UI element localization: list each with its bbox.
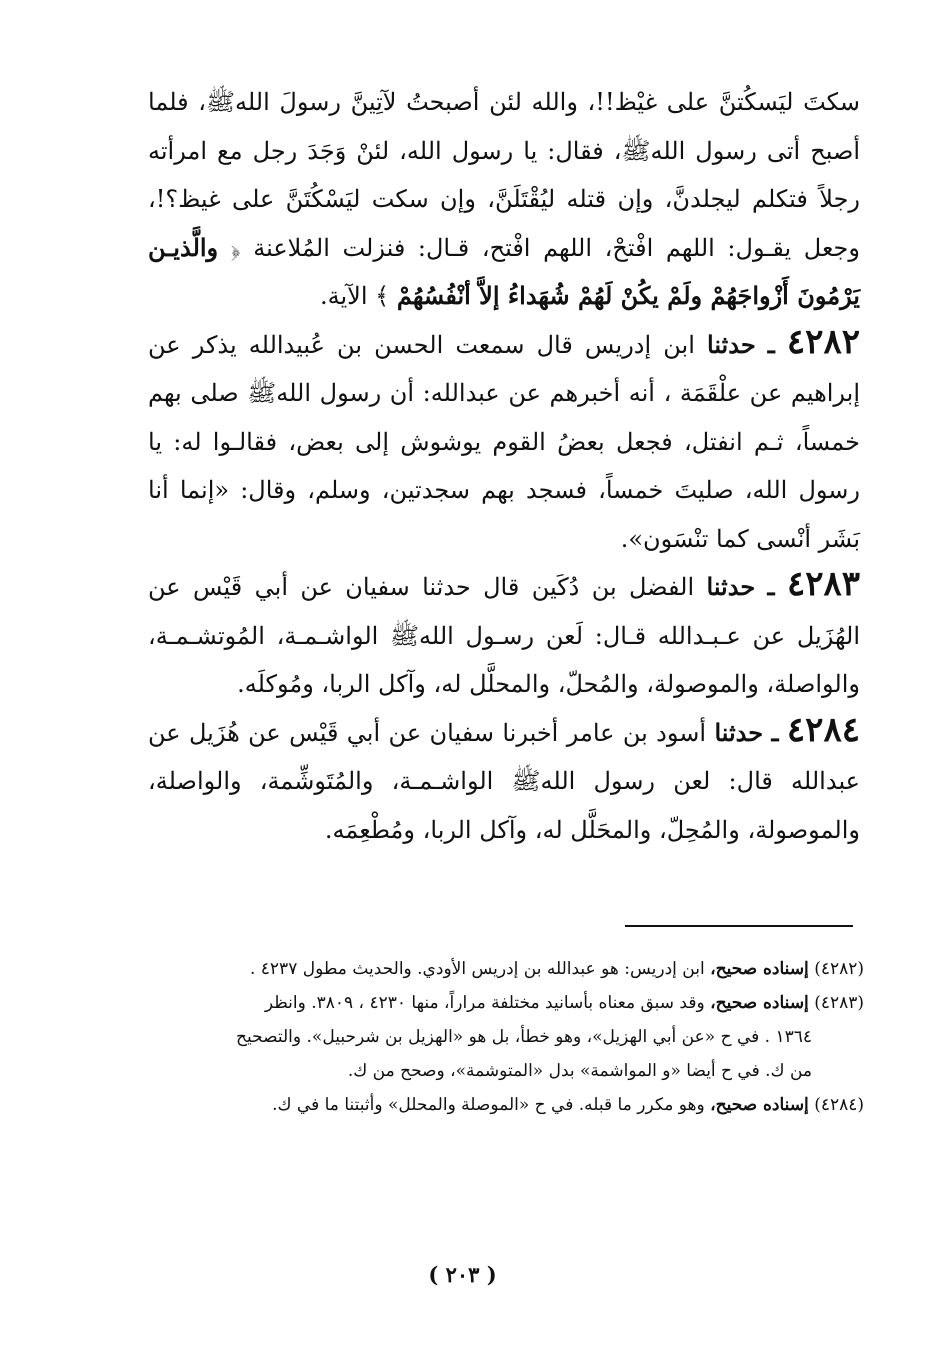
footnote-text: وهو مكرر ما قبله. في ح «الموصلة والمحلل» وأثبتنا ما في ك. xyxy=(272,1095,705,1115)
hadith-number: ٤٢٨٢ xyxy=(786,321,860,362)
hadith-text: الفضل بن دُكَين قال حدثنا سفيان عن أبي قَيْس عن الهُزَيل عن عـبـدالله قـال: لَعن رسـول اللهﷺ الواشـمـة، المُوتشـمـة، والواصلة، والموصولة، والمُحلّ، والمحلَّل له، وآكل الربا، ومُوكلَه. xyxy=(148,573,860,698)
footnote-continuation xyxy=(148,1055,864,1087)
footnote-continuation-text: من ك. في ح أيضا «و المواشمة» بدل «المتوشمة»، وصحح من ك. xyxy=(347,1061,812,1081)
footnote-number: (٤٢٨٢) xyxy=(814,959,864,979)
footnote-number: (٤٢٨٣) xyxy=(814,993,864,1013)
verse-suffix: الآية. xyxy=(320,282,376,310)
hadith-dash: ـ xyxy=(767,572,775,601)
footnote-continuation xyxy=(148,1021,864,1053)
hadith-paragraph xyxy=(148,563,860,709)
hadith-dash: ـ xyxy=(767,329,775,359)
quran-verse: والَّذيـن يَرْمُونَ أَزْواجَهُمْ ولَمْ يكُنْ لَهُمْ شُهَداءُ إلاَّ أنْفُسُهُمْ xyxy=(148,232,860,310)
hadith-number: ٤٢٨٣ xyxy=(786,564,860,604)
page-number: ( ٢٠٣ ) xyxy=(428,1262,497,1287)
footnote xyxy=(148,1089,864,1121)
hadith-opening: حدثنا xyxy=(707,329,756,359)
main-text-block xyxy=(148,78,860,854)
continuation-paragraph xyxy=(148,78,860,321)
continuation-text: سكتَ ليَسكُتنَّ على غيْظ!!، والله لئن أصبحتُ لآتِينَّ رسولَ اللهﷺ، فلما أصبح أتى رسول اللهﷺ، فقال: يا رسول الله، لئنْ وَجَدَ رجل مع امرأته رجلاً فتكلم ليجلدنَّ، وإن قتله ليُقْتَلَنَّ، وإن سكت ليَسْكُتَنَّ على غيظ؟!، وجعل يقـول: اللهم افْتحْ، اللهم افْتح، قـال: فنزلت المُلاعنة xyxy=(148,88,860,262)
footnote-continuation-text: ١٣٦٤ . في ح «عن أبي الهزيل»، وهو خطأ، بل هو «الهزيل بن شرحبيل». والتصحيح xyxy=(236,1027,812,1047)
footnote-grade: إسناده صحيح، xyxy=(710,993,809,1013)
hadith-opening: حدثنا xyxy=(706,572,756,601)
footnote-separator xyxy=(625,925,853,927)
hadith-text: ابن إدريس قال سمعت الحسن بن عُبيدالله يذكر عن إبراهيم عن علْقَمَة ، أنه أخبرهم عن عبدالله: أن رسول اللهﷺ صلى بهم خمساً، ثـم انفتل، فجعل بعضُ القوم يوشوش إلى بعض، فقالـوا له: يا رسول الله، صليتَ خمساً، فسجد بهم سجدتين، وسلم، وقال: «إنما أنا بَشَر أنْسى كما تنْسَون». xyxy=(148,330,861,553)
hadith-paragraph xyxy=(148,709,860,855)
footnote-text: ابن إدريس: هو عبدالله بن إدريس الأودي. والحديث مطول ٤٢٣٧ . xyxy=(249,959,705,979)
quran-open-bracket: ﴿ xyxy=(230,233,241,262)
footnote-text: وقد سبق معناه بأسانيد مختلفة مراراً، منها ٤٢٣٠ ، ٣٨٠٩. وانظر xyxy=(264,993,705,1013)
footnote-grade: إسناده صحيح، xyxy=(710,959,809,979)
hadith-text: أسود بن عامر أخبرنا سفيان عن أبي قَيْس عن هُزَيل عن عبدالله قال: لعن رسول اللهﷺ الواشـمـة، والمُتَوشِّمة، والواصلة، والموصولة، والمُحِلّ، والمحَلَّل له، وآكل الربا، ومُطْعِمَه. xyxy=(148,718,860,844)
hadith-number: ٤٢٨٤ xyxy=(786,709,860,750)
footnote xyxy=(148,953,864,985)
footnote-grade: إسناده صحيح، xyxy=(710,1095,809,1115)
footnote xyxy=(148,987,864,1019)
hadith-opening: حدثنا xyxy=(714,717,764,747)
footnote-number: (٤٢٨٤) xyxy=(814,1095,864,1115)
hadith-paragraph xyxy=(148,321,860,564)
footnotes-block xyxy=(148,953,864,1123)
quran-close-bracket: ﴾ xyxy=(375,282,390,310)
hadith-dash: ـ xyxy=(771,717,779,747)
